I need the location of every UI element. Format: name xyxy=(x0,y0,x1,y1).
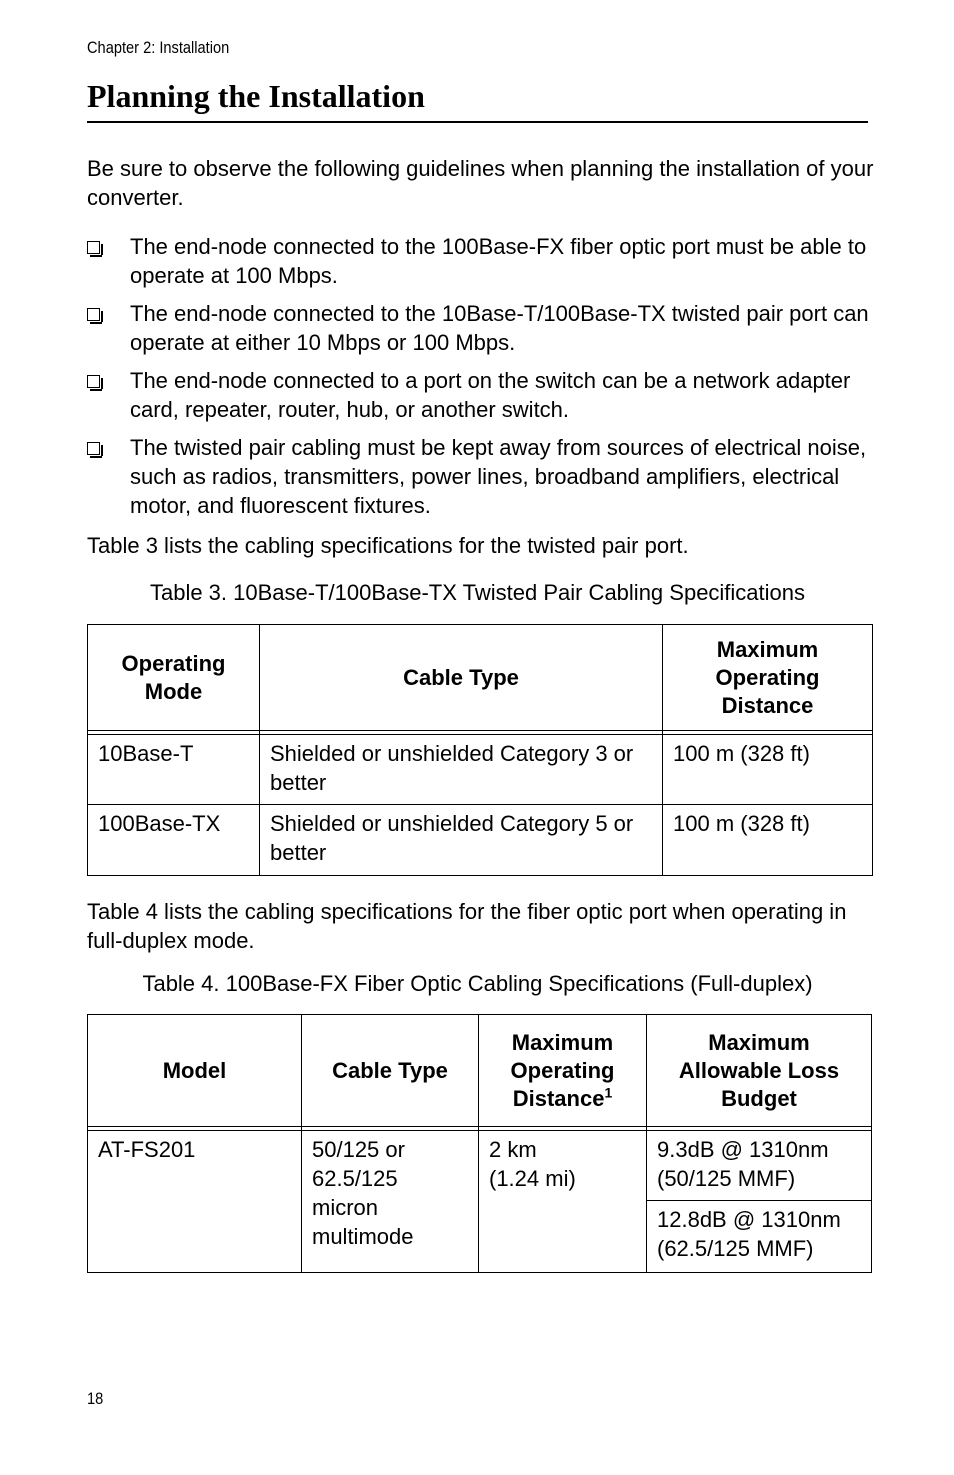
checkbox-bullet-icon xyxy=(87,375,100,388)
table-row xyxy=(88,805,873,876)
table-cell: 100 m (328 ft) xyxy=(663,805,873,876)
table-cell: Shielded or unshielded Category 5 or better xyxy=(260,805,663,876)
column-header: Maximum Operating Distance$^1$ xyxy=(479,1015,647,1127)
table-cell: 100Base-TX xyxy=(88,805,260,876)
title-rule xyxy=(87,121,868,123)
table-cell: AT-FS201 xyxy=(88,1131,302,1273)
table-cell: 2 km (1.24 mi) xyxy=(479,1131,647,1273)
table-cell: 12.8dB @ 1310nm (62.5/125 MMF) xyxy=(647,1201,872,1273)
column-header: Cable Type xyxy=(302,1015,479,1127)
footnote-mark: 1 xyxy=(604,1084,613,1101)
table-cell: Shielded or unshielded Category 3 or better xyxy=(260,735,663,805)
page-number: 18 xyxy=(87,1389,104,1408)
chapter-header: Chapter 2: Installation xyxy=(87,38,230,57)
checkbox-bullet-icon xyxy=(87,241,100,254)
table-cell: 100 m (328 ft) xyxy=(663,735,873,805)
column-header: Model xyxy=(88,1015,302,1127)
page-title: Planning the Installation xyxy=(87,78,425,114)
checkbox-bullet-icon xyxy=(87,308,100,321)
list-item: The end-node connected to the 10Base-T/100Base-TX twisted pair port can operate at either 10 Mbps or 100 Mbps. xyxy=(87,299,877,357)
table-row xyxy=(88,735,873,805)
table4-caption: Table 4. 100Base-FX Fiber Optic Cabling Specifications (Full-duplex) xyxy=(142,971,813,996)
column-header: Maximum Operating Distance xyxy=(663,625,873,731)
column-header: Maximum Allowable Loss Budget xyxy=(647,1015,872,1127)
table4-intro: Table 4 lists the cabling specifications for the fiber optic port when operating in full-duplex mode. xyxy=(87,899,847,953)
table-header-row xyxy=(88,1015,872,1127)
column-header: Operating Mode xyxy=(88,625,260,731)
table-cell: 10Base-T xyxy=(88,735,260,805)
table-cell: 9.3dB @ 1310nm (50/125 MMF) xyxy=(647,1131,872,1201)
list-item: The end-node connected to the 100Base-FX fiber optic port must be able to operate at 100 Mbps. xyxy=(87,232,877,290)
checkbox-bullet-icon xyxy=(87,442,100,455)
list-item: The twisted pair cabling must be kept away from sources of electrical noise, such as radios, transmitters, power lines, broadband amplifiers, electrical motor, and fluorescent fixtures. xyxy=(87,433,877,520)
table3 xyxy=(87,624,873,876)
table3-intro: Table 3 lists the cabling specifications for the twisted pair port. xyxy=(87,533,689,558)
table-cell: 50/125 or 62.5/125 micron multimode xyxy=(302,1131,479,1273)
table-row xyxy=(88,1131,872,1201)
column-header: Cable Type xyxy=(260,625,663,731)
table-header-row xyxy=(88,625,873,731)
guideline-list xyxy=(87,232,877,529)
table3-caption: Table 3. 10Base-T/100Base-TX Twisted Pair Cabling Specifications xyxy=(149,580,806,605)
table4 xyxy=(87,1014,872,1273)
intro-paragraph: Be sure to observe the following guidelines when planning the installation of your converter. xyxy=(87,156,874,210)
list-item: The end-node connected to a port on the switch can be a network adapter card, repeater, router, hub, or another switch. xyxy=(87,366,877,424)
